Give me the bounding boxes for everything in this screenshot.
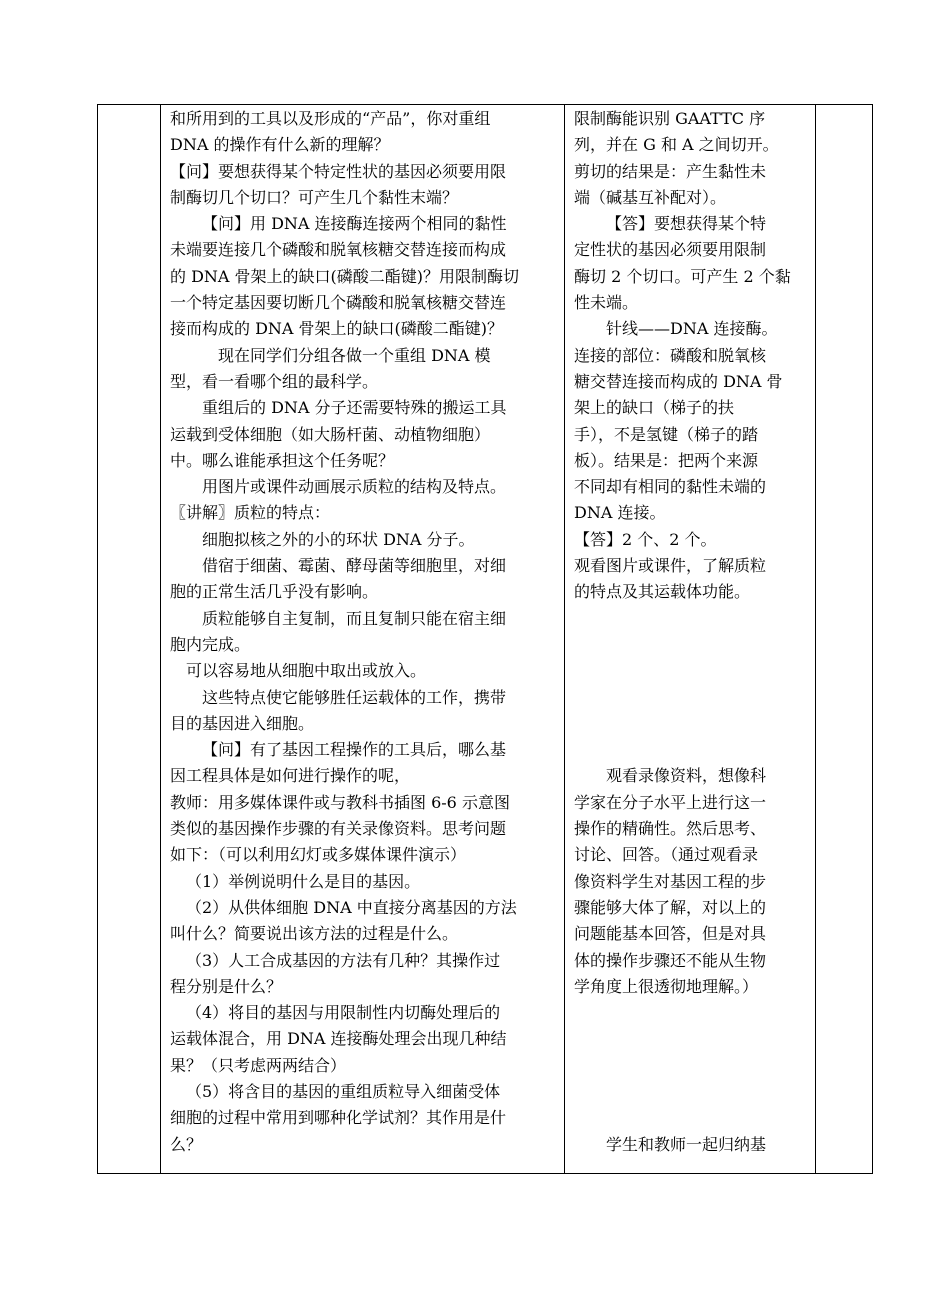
text-line: 连接的部位：磷酸和脱氧核 [574,345,767,365]
text-line: 像资料学生对基因工程的步 [574,871,767,891]
text-line [574,1105,809,1131]
left-margin-column [98,105,161,1173]
text-line: 程分别是什么？ [170,976,283,996]
text-line: 糖交替连接而构成的 DNA 骨 [574,371,783,391]
text-line: 一个特定基因要切断几个磷酸和脱氧核糖交替连 [170,293,507,313]
text-line: 目的基因进入细胞。 [170,713,315,733]
text-line: 类似的基因操作步骤的有关录像资料。思考问题 [170,819,507,839]
text-line: 因工程具体是如何进行操作的呢， [170,766,411,786]
text-line: 借宿于细菌、霉菌、酵母菌等细胞里，对细 [202,556,507,576]
text-line: 性未端。 [574,293,639,313]
text-line: 么？ [170,1134,203,1154]
text-line: 问题能基本回答，但是对具 [574,924,767,944]
text-line: 果？（只考虑两两结合） [170,1055,347,1075]
text-line [574,737,809,763]
text-line: 讨论、回答。（通过观看录 [574,845,759,865]
text-line [574,658,809,684]
text-line [574,711,809,737]
text-line: 如下：（可以利用幻灯或多媒体课件演示） [170,845,467,865]
text-line: 可以容易地从细胞中取出或放入。 [186,661,427,681]
text-line: 叫什么？简要说出该方法的过程是什么。 [170,924,459,944]
text-line: 细胞拟核之外的小的环状 DNA 分子。 [202,529,475,549]
text-line: 〖讲解〗质粒的特点： [170,503,331,523]
text-line [574,1000,809,1026]
text-line: 运载到受体细胞（如大肠杆菌、动植物细胞） [170,424,491,444]
text-line: 架上的缺口（梯子的扶 [574,398,735,418]
text-line: DNA 的操作有什么新的理解？ [170,135,390,155]
student-activity-text [565,105,815,1158]
text-line: 观看图片或课件，了解质粒 [574,556,767,576]
text-line: 学家在分子水平上进行这一 [574,792,767,812]
text-line: 和所用到的工具以及形成的“产品”，你对重组 [170,109,491,128]
text-line: 中。哪么谁能承担这个任务呢？ [170,450,395,470]
text-line: 定性状的基因必须要用限制 [574,240,767,260]
text-line: 手），不是氢键（梯子的踏 [574,424,759,444]
text-line: 【问】要想获得某个特定性状的基因必须要用限 [170,161,507,181]
text-line: 学生和教师一起归纳基 [606,1134,767,1154]
text-line: 板）。结果是：把两个来源 [574,450,759,470]
text-line: 的 DNA 骨架上的缺口(磷酸二酯键)？用限制酶切 [170,266,520,286]
text-line: 不同却有相同的黏性未端的 [574,477,767,497]
text-line: 端（碱基互补配对）。 [574,187,727,207]
text-line: （3）人工合成基因的方法有几种？其操作过 [186,950,501,970]
right-margin-column [816,105,873,1173]
text-line: 观看录像资料，想像科 [606,766,767,786]
student-activity-column [565,105,816,1173]
text-line: 【问】有了基因工程操作的工具后，哪么基 [202,740,507,760]
text-line: 教师：用多媒体课件或与教科书插图 6-6 示意图 [170,792,510,812]
text-line: 细胞的过程中常用到哪种化学试剂？其作用是什 [170,1108,507,1128]
text-line: 列，并在 G 和 A 之间切开。 [574,135,779,155]
text-line [574,1079,809,1105]
text-line: 用图片或课件动画展示质粒的结构及特点。 [202,477,507,497]
text-line: 骤能够大体了解，对以上的 [574,897,767,917]
text-line: 现在同学们分组各做一个重组 DNA 模 [218,345,491,365]
text-line: 胞内完成。 [170,634,251,654]
text-line [574,685,809,711]
text-line: （5）将含目的基因的重组质粒导入细菌受体 [186,1081,501,1101]
text-line: （2）从供体细胞 DNA 中直接分离基因的方法 [186,897,517,917]
text-line: 制酶切几个切口？可产生几个黏性末端？ [170,187,459,207]
text-line: （1）举例说明什么是目的基因。 [186,871,421,891]
lesson-plan-table [97,104,873,1174]
text-line [574,1026,809,1052]
text-line: 胞的正常生活几乎没有影响。 [170,582,379,602]
text-line: DNA 连接。 [574,503,666,523]
text-line [574,606,809,632]
text-line: 酶切 2 个切口。可产生 2 个黏 [574,266,791,286]
text-line: 【答】要想获得某个特 [606,214,767,234]
text-line [574,632,809,658]
text-line: 的特点及其运载体功能。 [574,582,751,602]
text-line: 型，看一看哪个组的最科学。 [170,371,379,391]
text-line: 重组后的 DNA 分子还需要特殊的搬运工具 [202,398,507,418]
teacher-activity-text [161,105,564,1158]
text-line: 接而构成的 DNA 骨架上的缺口(磷酸二酯键)？ [170,319,504,339]
text-line: 【问】用 DNA 连接酶连接两个相同的黏性 [202,214,507,234]
text-line: 【答】2 个、2 个。 [574,529,717,549]
text-line: 体的操作步骤还不能从生物 [574,950,767,970]
text-line: 未端要连接几个磷酸和脱氧核糖交替连接而构成 [170,240,507,260]
text-line: （4）将目的基因与用限制性内切酶处理后的 [186,1003,501,1023]
text-line: 限制酶能识别 GAATTC 序 [574,109,766,128]
text-line: 学角度上很透彻地理解。） [574,976,759,996]
text-line: 操作的精确性。然后思考、 [574,819,767,839]
text-line: 针线——DNA 连接酶。 [606,319,778,339]
text-line: 这些特点使它能够胜任运载体的工作，携带 [202,687,507,707]
teacher-activity-column [161,105,565,1173]
text-line: 质粒能够自主复制，而且复制只能在宿主细 [202,608,507,628]
text-line: 运载体混合，用 DNA 连接酶处理会出现几种结 [170,1029,507,1049]
text-line [574,1053,809,1079]
text-line: 剪切的结果是：产生黏性未 [574,161,767,181]
